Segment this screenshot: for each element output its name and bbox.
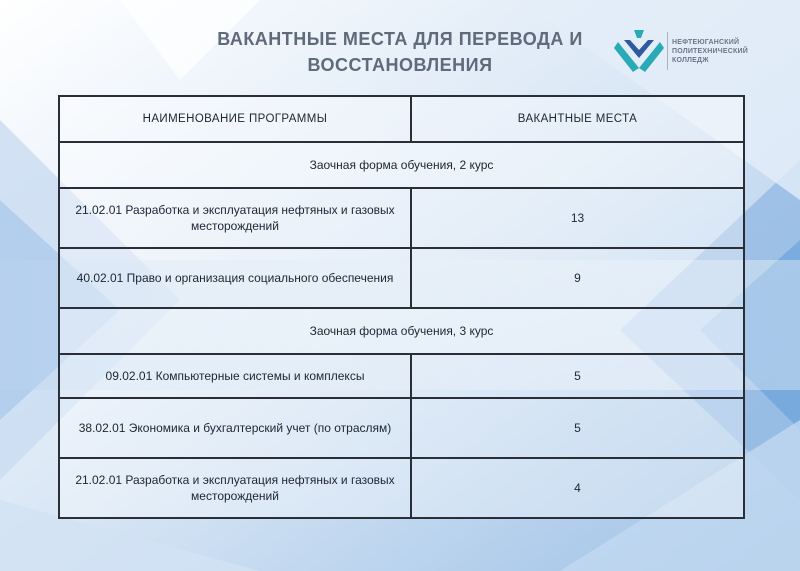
program-cell: 21.02.01 Разработка и эксплуатация нефтяных и газовых месторождений [59,188,411,248]
section-label: Заочная форма обучения, 3 курс [59,308,744,354]
page-title [190,26,610,78]
seats-cell: 13 [411,188,744,248]
logo-text-line-1: НЕФТЕЮГАНСКИЙ [672,39,740,46]
logo-divider [667,32,668,70]
program-cell: 21.02.01 Разработка и эксплуатация нефтяных и газовых месторождений [59,458,411,518]
college-logo [614,28,774,76]
logo-text-line-3: КОЛЛЕДЖ [672,57,709,64]
program-cell: 09.02.01 Компьютерные системы и комплексы [59,354,411,398]
header-seats: ВАКАНТНЫЕ МЕСТА [411,96,744,142]
college-logo-icon [614,28,664,74]
header-program: НАИМЕНОВАНИЕ ПРОГРАММЫ [59,96,411,142]
seats-cell: 9 [411,248,744,308]
seats-cell: 5 [411,354,744,398]
seats-cell: 5 [411,398,744,458]
table-row [59,398,744,458]
table-header-row [59,96,744,142]
title-line-1: ВАКАНТНЫЕ МЕСТА ДЛЯ ПЕРЕВОДА И [217,29,583,49]
logo-text [672,38,748,65]
section-row [59,142,744,188]
table-row [59,248,744,308]
title-line-2: ВОССТАНОВЛЕНИЯ [307,55,493,75]
logo-text-line-2: ПОЛИТЕХНИЧЕСКИЙ [672,48,748,55]
table-row [59,188,744,248]
program-cell: 38.02.01 Экономика и бухгалтерский учет (по отраслям) [59,398,411,458]
section-label: Заочная форма обучения, 2 курс [59,142,744,188]
section-row [59,308,744,354]
vacancies-table [58,95,745,519]
seats-cell: 4 [411,458,744,518]
table-row [59,354,744,398]
table-row [59,458,744,518]
program-cell: 40.02.01 Право и организация социального обеспечения [59,248,411,308]
